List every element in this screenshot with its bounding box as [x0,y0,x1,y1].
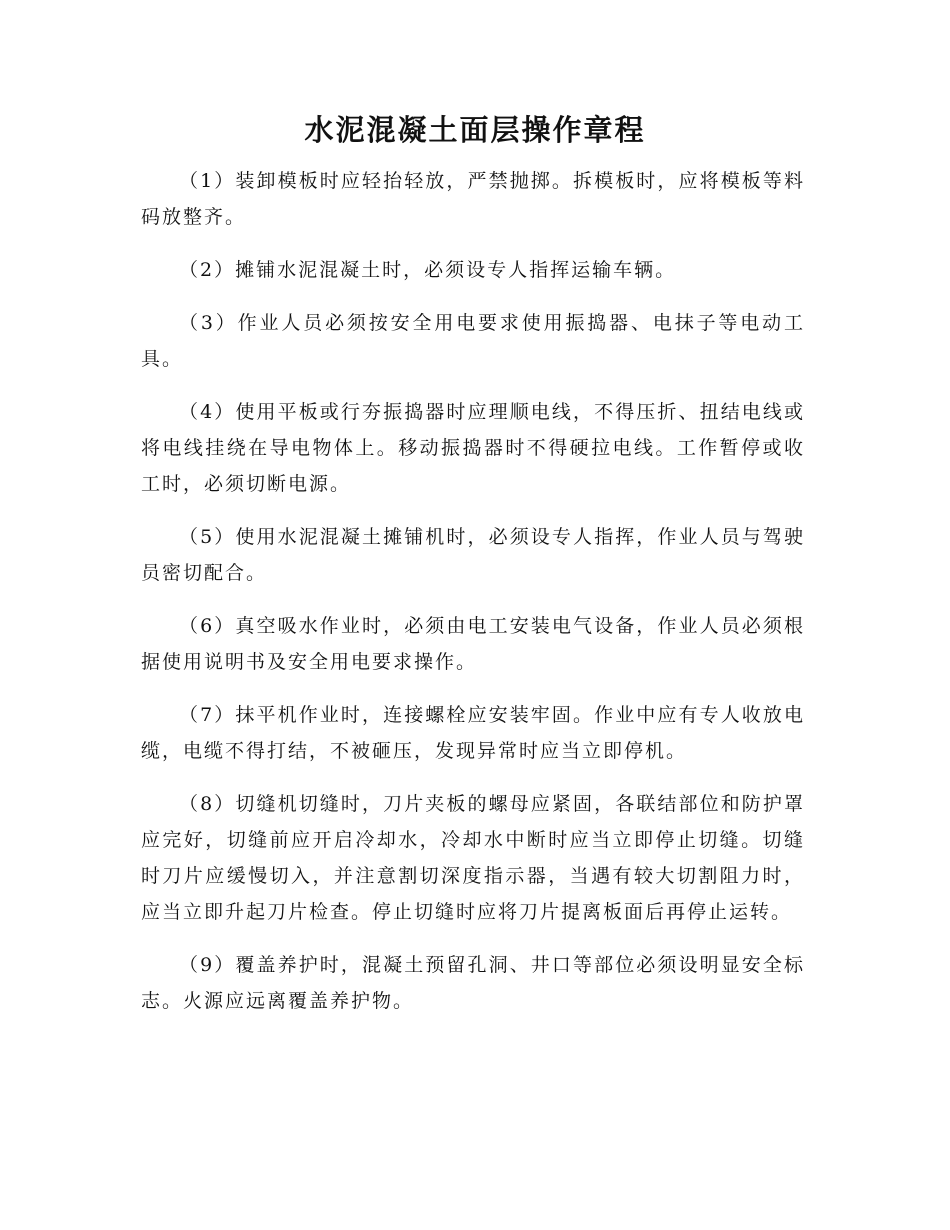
paragraph-9: （9）覆盖养护时，混凝土预留孔洞、井口等部位必须设明显安全标志。火源应远离覆盖养护物。 [141,954,805,1012]
paragraph-7: （7）抹平机作业时，连接螺栓应安装牢固。作业中应有专人收放电缆，电缆不得打结，不被砸压，发现异常时应当立即停机。 [141,704,805,762]
paragraph-6: （6）真空吸水作业时，必须由电工安装电气设备，作业人员必须根据使用说明书及安全用电要求操作。 [141,615,805,673]
document-body [141,163,805,1036]
paragraph-5: （5）使用水泥混凝土摊铺机时，必须设专人指挥，作业人员与驾驶员密切配合。 [141,526,805,584]
paragraph-3: （3）作业人员必须按安全用电要求使用振捣器、电抹子等电动工具。 [141,312,805,370]
paragraph-8: （8）切缝机切缝时，刀片夹板的螺母应紧固，各联结部位和防护罩应完好，切缝前应开启冷却水，冷却水中断时应当立即停止切缝。切缝时刀片应缓慢切入，并注意割切深度指示器，当遇有较大切割阻力时，应当立即升起刀片检查。停止切缝时应将刀片提离板面后再停止运转。 [141,793,805,923]
document-title: 水泥混凝土面层操作章程 [304,113,646,147]
paragraph-1: （1）装卸模板时应轻抬轻放，严禁抛掷。拆模板时，应将模板等料码放整齐。 [141,170,805,228]
paragraph-2: （2）摊铺水泥混凝土时，必须设专人指挥运输车辆。 [179,259,677,281]
paragraph-4: （4）使用平板或行夯振捣器时应理顺电线，不得压折、扭结电线或将电线挂绕在导电物体上。移动振捣器时不得硬拉电线。工作暂停或收工时，必须切断电源。 [141,401,805,495]
